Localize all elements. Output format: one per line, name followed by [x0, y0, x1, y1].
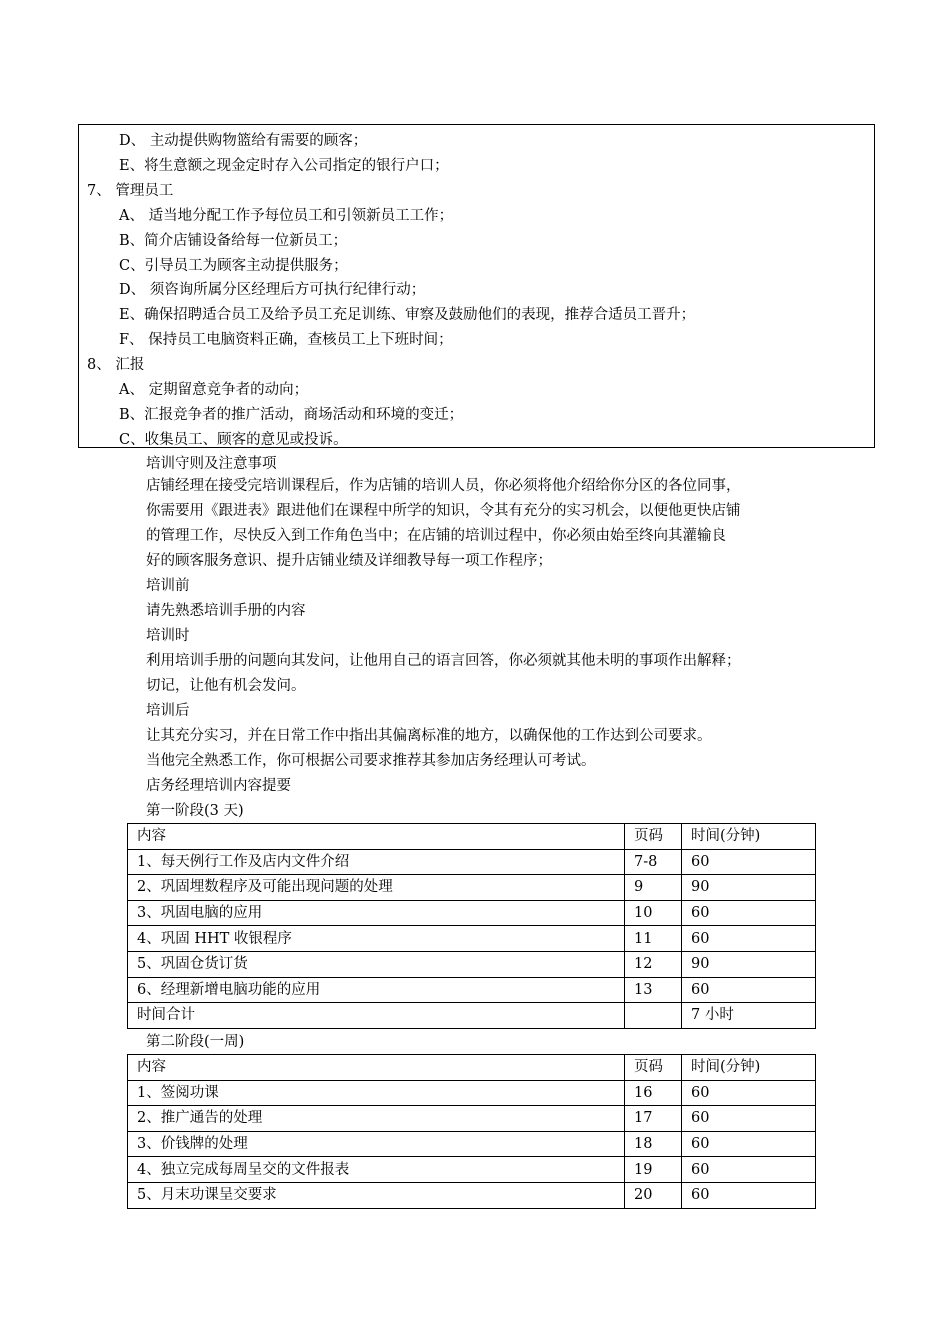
before-training-text: 请先熟悉培训手册的内容 — [146, 603, 306, 619]
table-cell: 1、签阅功课 — [128, 1080, 625, 1106]
intro-line: 好的顾客服务意识、提升店铺业绩及详细教导每一项工作程序； — [146, 553, 552, 569]
table-row — [128, 926, 816, 952]
table-cell: 13 — [625, 977, 682, 1003]
table-cell: 60 — [682, 1157, 816, 1183]
list-sub-item: C、引导员工为顾客主动提供服务； — [119, 257, 348, 274]
intro-line: 店铺经理在接受完培训课程后，作为店铺的培训人员，你必须将他介绍给你分区的各位同事， — [146, 478, 741, 494]
table-row — [128, 951, 816, 977]
table-cell: 60 — [682, 977, 816, 1003]
list-sub-item: D、 须咨询所属分区经理后方可执行纪律行动； — [119, 282, 426, 299]
table-cell: 3、价钱牌的处理 — [128, 1131, 625, 1157]
list-sub-item: E、将生意额之现金定时存入公司指定的银行户口； — [119, 157, 449, 174]
list-sub-item: D、 主动提供购物篮给有需要的顾客； — [119, 133, 368, 149]
table-cell: 7-8 — [625, 849, 682, 875]
table-cell: 60 — [682, 926, 816, 952]
table-cell: 6、经理新增电脑功能的应用 — [128, 977, 625, 1003]
list-section-heading: 7、 管理员工 — [87, 182, 174, 199]
during-training-heading: 培训时 — [146, 628, 190, 644]
list-sub-item: C、收集员工、顾客的意见或投诉。 — [119, 431, 348, 448]
table-cell: 4、独立完成每周呈交的文件报表 — [128, 1157, 625, 1183]
after-training-line: 当他完全熟悉工作，你可根据公司要求推荐其参加店务经理认可考试。 — [146, 753, 596, 769]
stage1-table — [127, 823, 816, 1029]
table-header-row — [128, 1055, 816, 1081]
table-row — [128, 977, 816, 1003]
column-header: 时间(分钟) — [682, 824, 816, 850]
table-cell: 60 — [682, 900, 816, 926]
table-header-row — [128, 824, 816, 850]
table-cell: 90 — [682, 875, 816, 901]
table-row — [128, 849, 816, 875]
table-row — [128, 1080, 816, 1106]
table-cell: 11 — [625, 926, 682, 952]
table-row — [128, 1003, 816, 1029]
table-row — [128, 1106, 816, 1132]
table-cell: 1、每天例行工作及店内文件介绍 — [128, 849, 625, 875]
table-cell: 5、月末功课呈交要求 — [128, 1182, 625, 1208]
table-cell — [625, 1003, 682, 1029]
table-cell: 60 — [682, 1080, 816, 1106]
table-cell: 2、巩固埋数程序及可能出现问题的处理 — [128, 875, 625, 901]
table-cell: 7 小时 — [682, 1003, 816, 1029]
before-training-heading: 培训前 — [146, 578, 190, 594]
table-cell: 60 — [682, 1131, 816, 1157]
column-header: 页码 — [625, 824, 682, 850]
list-section-heading: 8、 汇报 — [87, 357, 145, 374]
table-cell: 18 — [625, 1131, 682, 1157]
table-cell: 60 — [682, 1106, 816, 1132]
table-cell: 20 — [625, 1182, 682, 1208]
table-cell: 17 — [625, 1106, 682, 1132]
after-training-heading: 培训后 — [146, 703, 190, 719]
intro-line: 的管理工作，尽快反入到工作角色当中；在店铺的培训过程中，你必须由始至终向其灌输良 — [146, 528, 726, 544]
table-cell: 90 — [682, 951, 816, 977]
list-sub-item: F、 保持员工电脑资料正确，查核员工上下班时间； — [119, 332, 453, 349]
column-header: 内容 — [128, 1055, 625, 1081]
training-rules-heading: 培训守则及注意事项 — [146, 456, 277, 472]
column-header: 时间(分钟) — [682, 1055, 816, 1081]
stage1-title: 第一阶段(3 天) — [146, 803, 244, 819]
during-training-line: 切记，让他有机会发问。 — [146, 678, 306, 694]
list-sub-item: E、确保招聘适合员工及给予员工充足训练、审察及鼓励他们的表现，推荐合适员工晋升； — [119, 307, 696, 324]
intro-line: 你需要用《跟进表》跟进他们在课程中所学的知识，令其有充分的实习机会，以便他更快店铺 — [146, 503, 741, 519]
table-cell: 60 — [682, 1182, 816, 1208]
before-training-section — [146, 574, 826, 824]
duty-list-box — [78, 124, 875, 448]
during-training-line: 利用培训手册的问题向其发问，让他用自己的语言回答，你必须就其他未明的事项作出解释； — [146, 653, 741, 669]
table-cell: 3、巩固电脑的应用 — [128, 900, 625, 926]
table-row — [128, 900, 816, 926]
list-sub-item: B、简介店铺设备给每一位新员工； — [119, 232, 348, 249]
table-cell: 60 — [682, 849, 816, 875]
training-intro-paragraph — [146, 474, 826, 574]
table-cell: 2、推广通告的处理 — [128, 1106, 625, 1132]
list-sub-item: A、 适当地分配工作予每位员工和引领新员工工作； — [119, 207, 454, 224]
table-row — [128, 875, 816, 901]
column-header: 页码 — [625, 1055, 682, 1081]
table-row — [128, 1131, 816, 1157]
table-cell: 4、巩固 HHT 收银程序 — [128, 926, 625, 952]
column-header: 内容 — [128, 824, 625, 850]
stage2-title: 第二阶段(一周) — [146, 1034, 245, 1050]
list-sub-item: B、汇报竞争者的推广活动，商场活动和环境的变迁； — [119, 406, 464, 423]
table-cell: 16 — [625, 1080, 682, 1106]
outline-heading: 店务经理培训内容提要 — [146, 778, 291, 794]
table-cell: 9 — [625, 875, 682, 901]
table-cell: 10 — [625, 900, 682, 926]
table-cell: 19 — [625, 1157, 682, 1183]
list-sub-item: A、 定期留意竞争者的动向； — [119, 382, 309, 398]
table-cell: 时间合计 — [128, 1003, 625, 1029]
table-cell: 12 — [625, 951, 682, 977]
table-cell: 5、巩固仓货订货 — [128, 951, 625, 977]
after-training-line: 让其充分实习，并在日常工作中指出其偏离标准的地方，以确保他的工作达到公司要求。 — [146, 728, 712, 744]
stage2-table — [127, 1054, 816, 1209]
table-row — [128, 1157, 816, 1183]
table-row — [128, 1182, 816, 1208]
